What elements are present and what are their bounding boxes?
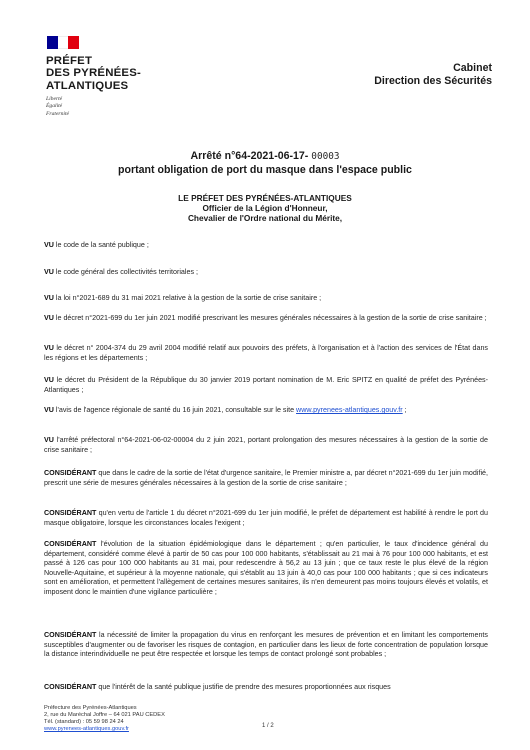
page-footer <box>44 705 165 733</box>
prefecture-logo <box>46 36 156 118</box>
paragraph-vu: VU la loi n°2021-689 du 31 mai 2021 relative à la gestion de la sortie de crise sanitaire ; <box>44 294 322 302</box>
website-link[interactable]: www.pyrenees-atlantiques.gouv.fr <box>296 406 403 414</box>
paragraph-vu: VU l'arrêté préfectoral n°64-2021-06-02-00004 du 2 juin 2021, portant prolongation des mesures nécessaires à la gestion de la sortie de crise sanitaire ; <box>44 436 488 454</box>
republic-motto <box>46 96 156 118</box>
office-header <box>374 62 492 88</box>
decree-subject: portant obligation de port du masque dans l'espace public <box>118 164 412 176</box>
footer-website-link[interactable]: www.pyrenees-atlantiques.gouv.fr <box>44 725 129 732</box>
motto-line: Liberté <box>46 96 63 103</box>
signatory-honor-1: Officier de la Légion d'Honneur, <box>202 203 328 214</box>
marianne-flag-icon <box>47 36 79 49</box>
paragraph-considerant: CONSIDÉRANT l'évolution de la situation épidémiologique dans le département ; qu'en particulier, le taux d'incidence général du département, considéré comme élevé à partir de 50 cas pour 100 000 habitants, s'établissait au 21 mai à 76 pour 100 000 habitants, et est passé à 126 cas pour 100 000 habitants au 31 mai, pour redescendre à 56,2 au 13 juin ; que ce taux reste le plus élevé de la région Nouvelle-Aquitaine, et supérieur à la moyenne nationale, qui s'établit au 13 juin à 40,0 cas pour 100 000 habitants ; que si ces indicateurs sont en amélioration, et permettent l'allègement de certaines mesures sanitaires, ils n'en demeurent pas moins toujours élevés et volatils, et imposent donc le maintien d'une vigilance particulière ; <box>44 540 488 596</box>
footer-address-2: 2, rue du Maréchal Joffre – 64 021 PAU CEDEX <box>44 711 165 718</box>
decree-number-text: Arrêté n°64-2021-06-17- <box>190 150 309 162</box>
paragraph-vu: VU l'avis de l'agence régionale de santé du 16 juin 2021, consultable sur le site www.pyrenees-atlantiques.gouv.fr ; <box>44 406 407 414</box>
office-cabinet: Cabinet <box>453 62 492 74</box>
office-direction: Direction des Sécurités <box>374 75 492 87</box>
signatory-title: LE PRÉFET DES PYRÉNÉES-ATLANTIQUES <box>178 193 352 203</box>
decree-number <box>0 150 530 162</box>
paragraph-vu: VU le code de la santé publique ; <box>44 241 149 249</box>
footer-phone: Tél. (standard) : 05 59 98 24 24 <box>44 718 124 725</box>
motto-line: Fraternité <box>46 110 69 117</box>
paragraph-considerant: CONSIDÉRANT que dans le cadre de la sortie de l'état d'urgence sanitaire, le Premier ministre a, par décret n°2021-699 du 1er juin modifié, prescrit une série de mesures générales nécessaires à la gestion de la sortie de crise sanitaire ; <box>44 469 488 487</box>
footer-address-1: Préfecture des Pyrénées-Atlantiques <box>44 705 137 711</box>
logo-line: ATLANTIQUES <box>46 79 129 92</box>
logo-line: DES PYRÉNÉES- <box>46 67 142 80</box>
decree-handwritten-number: 00003 <box>311 151 340 162</box>
paragraph-vu: VU le décret n° 2004-374 du 29 avril 2004 modifié relatif aux pouvoirs des préfets, à l'organisation et à l'action des services de l'État dans les régions et les départements ; <box>44 344 488 362</box>
page-number: 1 / 2 <box>262 723 274 729</box>
paragraph-considerant: CONSIDÉRANT que l'intérêt de la santé publique justifie de prendre des mesures proportionnées aux risques <box>44 683 391 691</box>
logo-line: PRÉFET <box>46 55 93 67</box>
paragraph-considerant: CONSIDÉRANT qu'en vertu de l'article 1 du décret n°2021-699 du 1er juin modifié, le préfet de département est habilité à rendre le port du masque obligatoire, lorsque les circonstances locales l'exigent ; <box>44 509 488 527</box>
signatory-block <box>0 193 530 224</box>
paragraph-considerant: CONSIDÉRANT la nécessité de limiter la propagation du virus en renforçant les mesures de prévention et en limitant les comportements susceptibles d'augmenter ou de favoriser les risques de contagion, en particulier dans les lieux de forte concentration de population lorsque la distance interindividuelle ne peut être respectée et lorsque les temps de contact prolongé sont probables ; <box>44 631 488 658</box>
paragraph-vu: VU le décret du Président de la République du 30 janvier 2019 portant nomination de M. Eric SPITZ en qualité de préfet des Pyrénées-Atlantiques ; <box>44 376 488 394</box>
prefecture-name <box>46 55 156 92</box>
paragraph-vu: VU le décret n°2021-699 du 1er juin 2021 modifié prescrivant les mesures générales nécessaires à la gestion de la sortie de crise sanitaire ; <box>44 314 487 322</box>
paragraph-vu: VU le code général des collectivités territoriales ; <box>44 268 198 276</box>
motto-line: Égalité <box>46 103 63 110</box>
signatory-honor-2: Chevalier de l'Ordre national du Mérite, <box>187 213 343 224</box>
